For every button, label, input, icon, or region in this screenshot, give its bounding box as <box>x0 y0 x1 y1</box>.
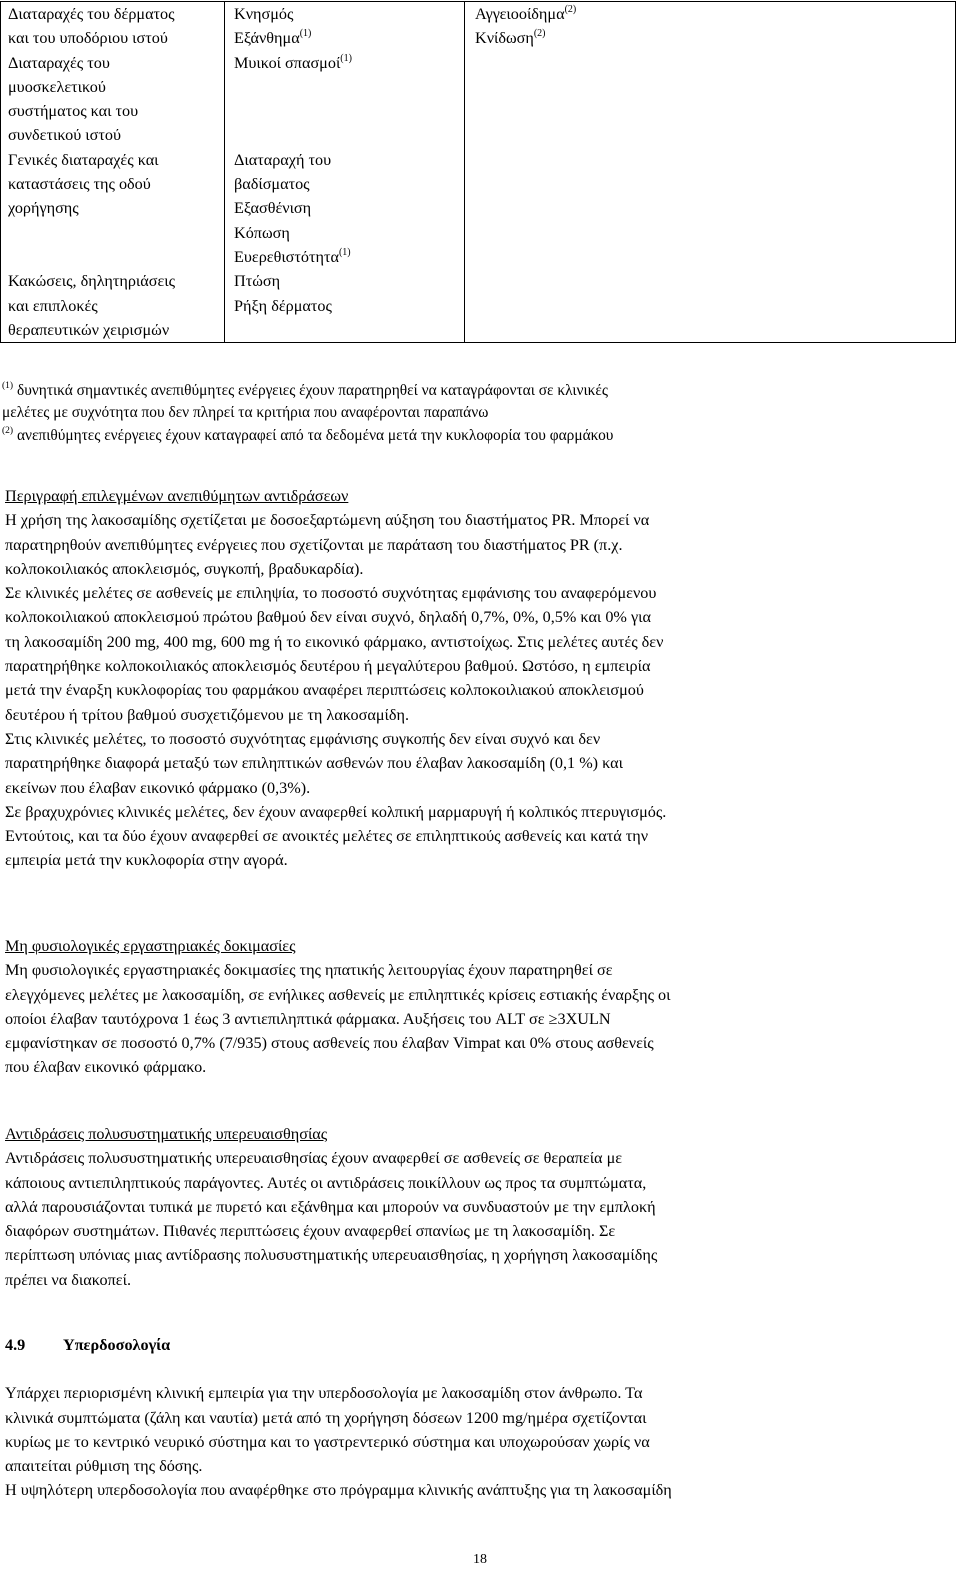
paragraph-line: που έλαβαν εικονικό φάρμακο. <box>5 1058 207 1077</box>
cell-text: Γενικές διαταραχές και <box>8 150 159 169</box>
paragraph-line: διαφόρων συστημάτων. Πιθανές περιπτώσεις έχουν αναφερθεί σπανίως με τη λακοσαμίδη. Σε <box>5 1222 616 1241</box>
table-row <box>1 51 956 148</box>
paragraph-line: τη λακοσαμίδη 200 mg, 400 mg, 600 mg ή το εικονικό φάρμακο, αντιστοίχως. Στις μελέτες αυτές δεν <box>5 632 664 651</box>
reaction-text: Μυικοί σπασμοί <box>234 53 341 72</box>
cell-text: Διαταραχές του δέρματος <box>8 5 175 23</box>
paragraph-line: απαιτείται ρύθμιση της δόσης. <box>5 1457 203 1476</box>
footnote-line <box>2 402 954 424</box>
paragraph-line: περίπτωση υπόνιας μιας αντίδρασης πολυσυστηματικής υπερευαισθησίας, η χορήγηση λακοσαμίδης <box>5 1246 658 1265</box>
system-organ-class-cell <box>1 2 225 51</box>
section-title: Υπερδοσολογία <box>63 1336 171 1354</box>
page-number: 18 <box>473 1552 487 1567</box>
paragraph-line: κυρίως με το κεντρικό νευρικό σύστημα και το γαστρεντερικό σύστημα και υποχωρούσαν χωρίς να <box>5 1432 650 1451</box>
section-heading: Περιγραφή επιλεγμένων ανεπιθύμητων αντιδράσεων <box>5 487 349 505</box>
paragraph-line: Μη φυσιολογικές εργαστηριακές δοκιμασίες της ηπατικής λειτουργίας έχουν παρατηρηθεί σε <box>5 961 613 980</box>
uncommon-frequency-cell <box>225 2 465 51</box>
reaction-term <box>475 26 955 50</box>
table-footnotes <box>2 380 954 447</box>
reaction-term <box>475 2 955 26</box>
cell-text: συστήματος και του <box>8 102 139 121</box>
section-heading: Αντιδράσεις πολυσυστηματικής υπερευαισθησίας <box>5 1125 328 1143</box>
section-overdose <box>5 1333 950 1503</box>
reaction-text: βαδίσματος <box>234 175 310 194</box>
cell-text: χορήγησης <box>8 199 79 218</box>
table-row <box>1 269 956 342</box>
system-organ-class-cell <box>1 269 225 342</box>
section-hypersensitivity <box>5 1122 950 1292</box>
footnote-marker: (1) <box>299 28 312 40</box>
section-heading: Μη φυσιολογικές εργαστηριακές δοκιμασίες <box>5 937 296 955</box>
reaction-term <box>234 26 464 50</box>
reaction-text: Εξάνθημα <box>234 29 300 48</box>
footnote-marker: (1) <box>340 52 352 64</box>
paragraph-line: κολποκοιλιακού αποκλεισμού πρώτου βαθμού δεν είναι συχνό, δηλαδή 0,7%, 0%, 0,5% και 0% για <box>5 608 651 627</box>
cell-text: Διαταραχές του <box>8 53 110 72</box>
system-organ-class-cell <box>1 51 225 148</box>
footnote-marker: (2) <box>533 28 546 40</box>
reaction-term <box>234 196 464 220</box>
paragraph-line: εκείνων που έλαβαν εικονικό φάρμακο (0,3%). <box>5 778 311 797</box>
paragraph-line: παρατηρηθούν ανεπιθύμητες ενέργειες που σχετίζονται με παράταση του διαστήματος PR (π.χ. <box>5 535 623 554</box>
section-number: 4.9 <box>5 1336 26 1354</box>
paragraph-line: Εντούτοις, και τα δύο έχουν αναφερθεί σε ανοικτές μελέτες σε επιληπτικούς ασθενείς και κατά την <box>5 827 649 846</box>
footnote-marker: (1) <box>338 246 351 258</box>
reaction-text: Ευερεθιστότητα <box>234 247 339 266</box>
reaction-term <box>234 2 464 26</box>
reaction-text: Κόπωση <box>234 223 290 242</box>
reaction-term <box>234 245 464 269</box>
reaction-term <box>234 294 464 318</box>
paragraph-line: πρέπει να διακοπεί. <box>5 1270 131 1289</box>
reaction-text: Εξασθένιση <box>234 199 312 218</box>
footnote-marker: (1) <box>2 381 14 391</box>
cell-text: καταστάσεις της οδού <box>8 175 151 194</box>
paragraph-line: παρατηρήθηκε κολποκοιλιακός αποκλεισμός δευτέρου ή μεγαλύτερου βαθμού. Ωστόσο, η εμπειρία <box>5 657 651 676</box>
paragraph-line: κλινικά συμπτώματα (ζάλη και ναυτία) μετά από τη χορήγηση δόσεων 1200 mg/ημέρα σχετίζονται <box>5 1408 647 1427</box>
footnote-marker: (2) <box>2 425 14 436</box>
rare-frequency-cell <box>465 51 956 148</box>
paragraph-line: δευτέρου ή τρίτου βαθμού συσχετιζόμενου με τη λακοσαμίδη. <box>5 705 410 724</box>
reaction-term <box>234 172 464 196</box>
reaction-text: Ρήξη δέρματος <box>234 296 332 315</box>
paragraph-line: εμπειρία μετά την κυκλοφορία στην αγορά. <box>5 851 288 870</box>
paragraph-line: Σε βραχυχρόνιες κλινικές μελέτες, δεν έχουν αναφερθεί κολπική μαρμαρυγή ή κολπικός πτερυγισμός. <box>5 802 667 821</box>
paragraph-line: οποίοι έλαβαν ταυτόχρονα 1 έως 3 αντιεπιληπτικά φάρμακα. Αυξήσεις του ALT σε ≥3XULN <box>5 1009 611 1028</box>
footnote-line <box>2 425 954 447</box>
cell-text: συνδετικού ιστού <box>8 126 121 145</box>
paragraph-line: Αντιδράσεις πολυσυστηματικής υπερευαισθησίας έχουν αναφερθεί σε ασθενείς σε θεραπεία με <box>5 1149 623 1168</box>
reaction-text: Κνησμός <box>234 5 294 23</box>
paragraph-line: κάποιους αντιεπιληπτικούς παράγοντες. Αυτές οι αντιδράσεις ποικίλλουν ως προς τα συμπτώματα, <box>5 1173 647 1192</box>
section-lab-tests <box>5 934 950 1080</box>
reaction-term <box>234 269 464 293</box>
rare-frequency-cell <box>465 2 956 51</box>
cell-text: Κακώσεις, δηλητηριάσεις <box>8 272 176 291</box>
paragraph-line: Η χρήση της λακοσαμίδης σχετίζεται με δοσοεξαρτώμενη αύξηση του διαστήματος PR. Μπορεί να <box>5 511 650 530</box>
reaction-term <box>234 51 464 75</box>
reaction-text: Κνίδωση <box>475 29 534 48</box>
footnote-marker: (2) <box>564 4 577 15</box>
section-selected-reactions <box>5 484 950 873</box>
paragraph-line: ελεγχόμενες μελέτες με λακοσαμίδη, σε ενήλικες ασθενείς με επιληπτικές κρίσεις εστιακής έναρξης οι <box>5 985 671 1004</box>
footnote-text: μελέτες με συχνότητα που δεν πληρεί τα κριτήρια που αναφέρονται παραπάνω <box>2 404 489 422</box>
paragraph-line: κολποκοιλιακός αποκλεισμός, συγκοπή, βραδυκαρδία). <box>5 559 364 578</box>
reaction-text: Αγγειοοίδημα <box>475 5 565 23</box>
rare-frequency-cell <box>465 148 956 269</box>
adverse-reactions-table <box>0 1 956 343</box>
reaction-term <box>234 148 464 172</box>
footnote-text: ανεπιθύμητες ενέργειες έχουν καταγραφεί από τα δεδομένα μετά την κυκλοφορία του φαρμάκου <box>16 426 614 444</box>
paragraph-line: Η υψηλότερη υπερδοσολογία που αναφέρθηκε στο πρόγραμμα κλινικής ανάπτυξης για τη λακοσαμίδη <box>5 1481 672 1500</box>
footnote-text: δυνητικά σημαντικές ανεπιθύμητες ενέργειες έχουν παρατηρηθεί να καταγράφονται σε κλινικές <box>16 382 608 399</box>
footnote-line <box>2 380 954 402</box>
system-organ-class-cell <box>1 148 225 269</box>
paragraph-line: αλλά παρουσιάζονται τυπικά με πυρετό και εξάνθημα και μπορούν να συνδυαστούν με την εμπλοκή <box>5 1197 656 1216</box>
rare-frequency-cell <box>465 269 956 342</box>
table-row <box>1 2 956 51</box>
section-title-row <box>5 1333 950 1357</box>
cell-text: μυοσκελετικού <box>8 77 106 96</box>
paragraph-line: Σε κλινικές μελέτες σε ασθενείς με επιληψία, το ποσοστό συχνότητας εμφάνισης του αναφερόμενου <box>5 584 657 603</box>
reaction-term <box>234 221 464 245</box>
uncommon-frequency-cell <box>225 51 465 148</box>
paragraph-line: Υπάρχει περιορισμένη κλινική εμπειρία για την υπερδοσολογία με λακοσαμίδη στον άνθρωπο. Τα <box>5 1384 643 1403</box>
cell-text: και του υποδόριου ιστού <box>8 29 168 48</box>
reaction-text: Πτώση <box>234 272 281 291</box>
table-row <box>1 148 956 269</box>
reaction-text: Διαταραχή του <box>234 150 332 169</box>
paragraph-line: εμφανίστηκαν σε ποσοστό 0,7% (7/935) στους ασθενείς που έλαβαν Vimpat και 0% στους ασθενείς <box>5 1034 654 1053</box>
paragraph-line: Στις κλινικές μελέτες, το ποσοστό συχνότητας εμφάνισης συγκοπής δεν είναι συχνό και δεν <box>5 729 601 748</box>
cell-text: και επιπλοκές <box>8 296 98 315</box>
uncommon-frequency-cell <box>225 269 465 342</box>
paragraph-line: μετά την έναρξη κυκλοφορίας του φαρμάκου αναφέρει περιπτώσεις κολποκοιλιακού αποκλεισμού <box>5 681 644 700</box>
paragraph-line: παρατηρήθηκε διαφορά μεταξύ των επιληπτικών ασθενών που έλαβαν λακοσαμίδη (0,1 %) και <box>5 754 623 773</box>
uncommon-frequency-cell <box>225 148 465 269</box>
cell-text: θεραπευτικών χειρισμών <box>8 320 170 339</box>
